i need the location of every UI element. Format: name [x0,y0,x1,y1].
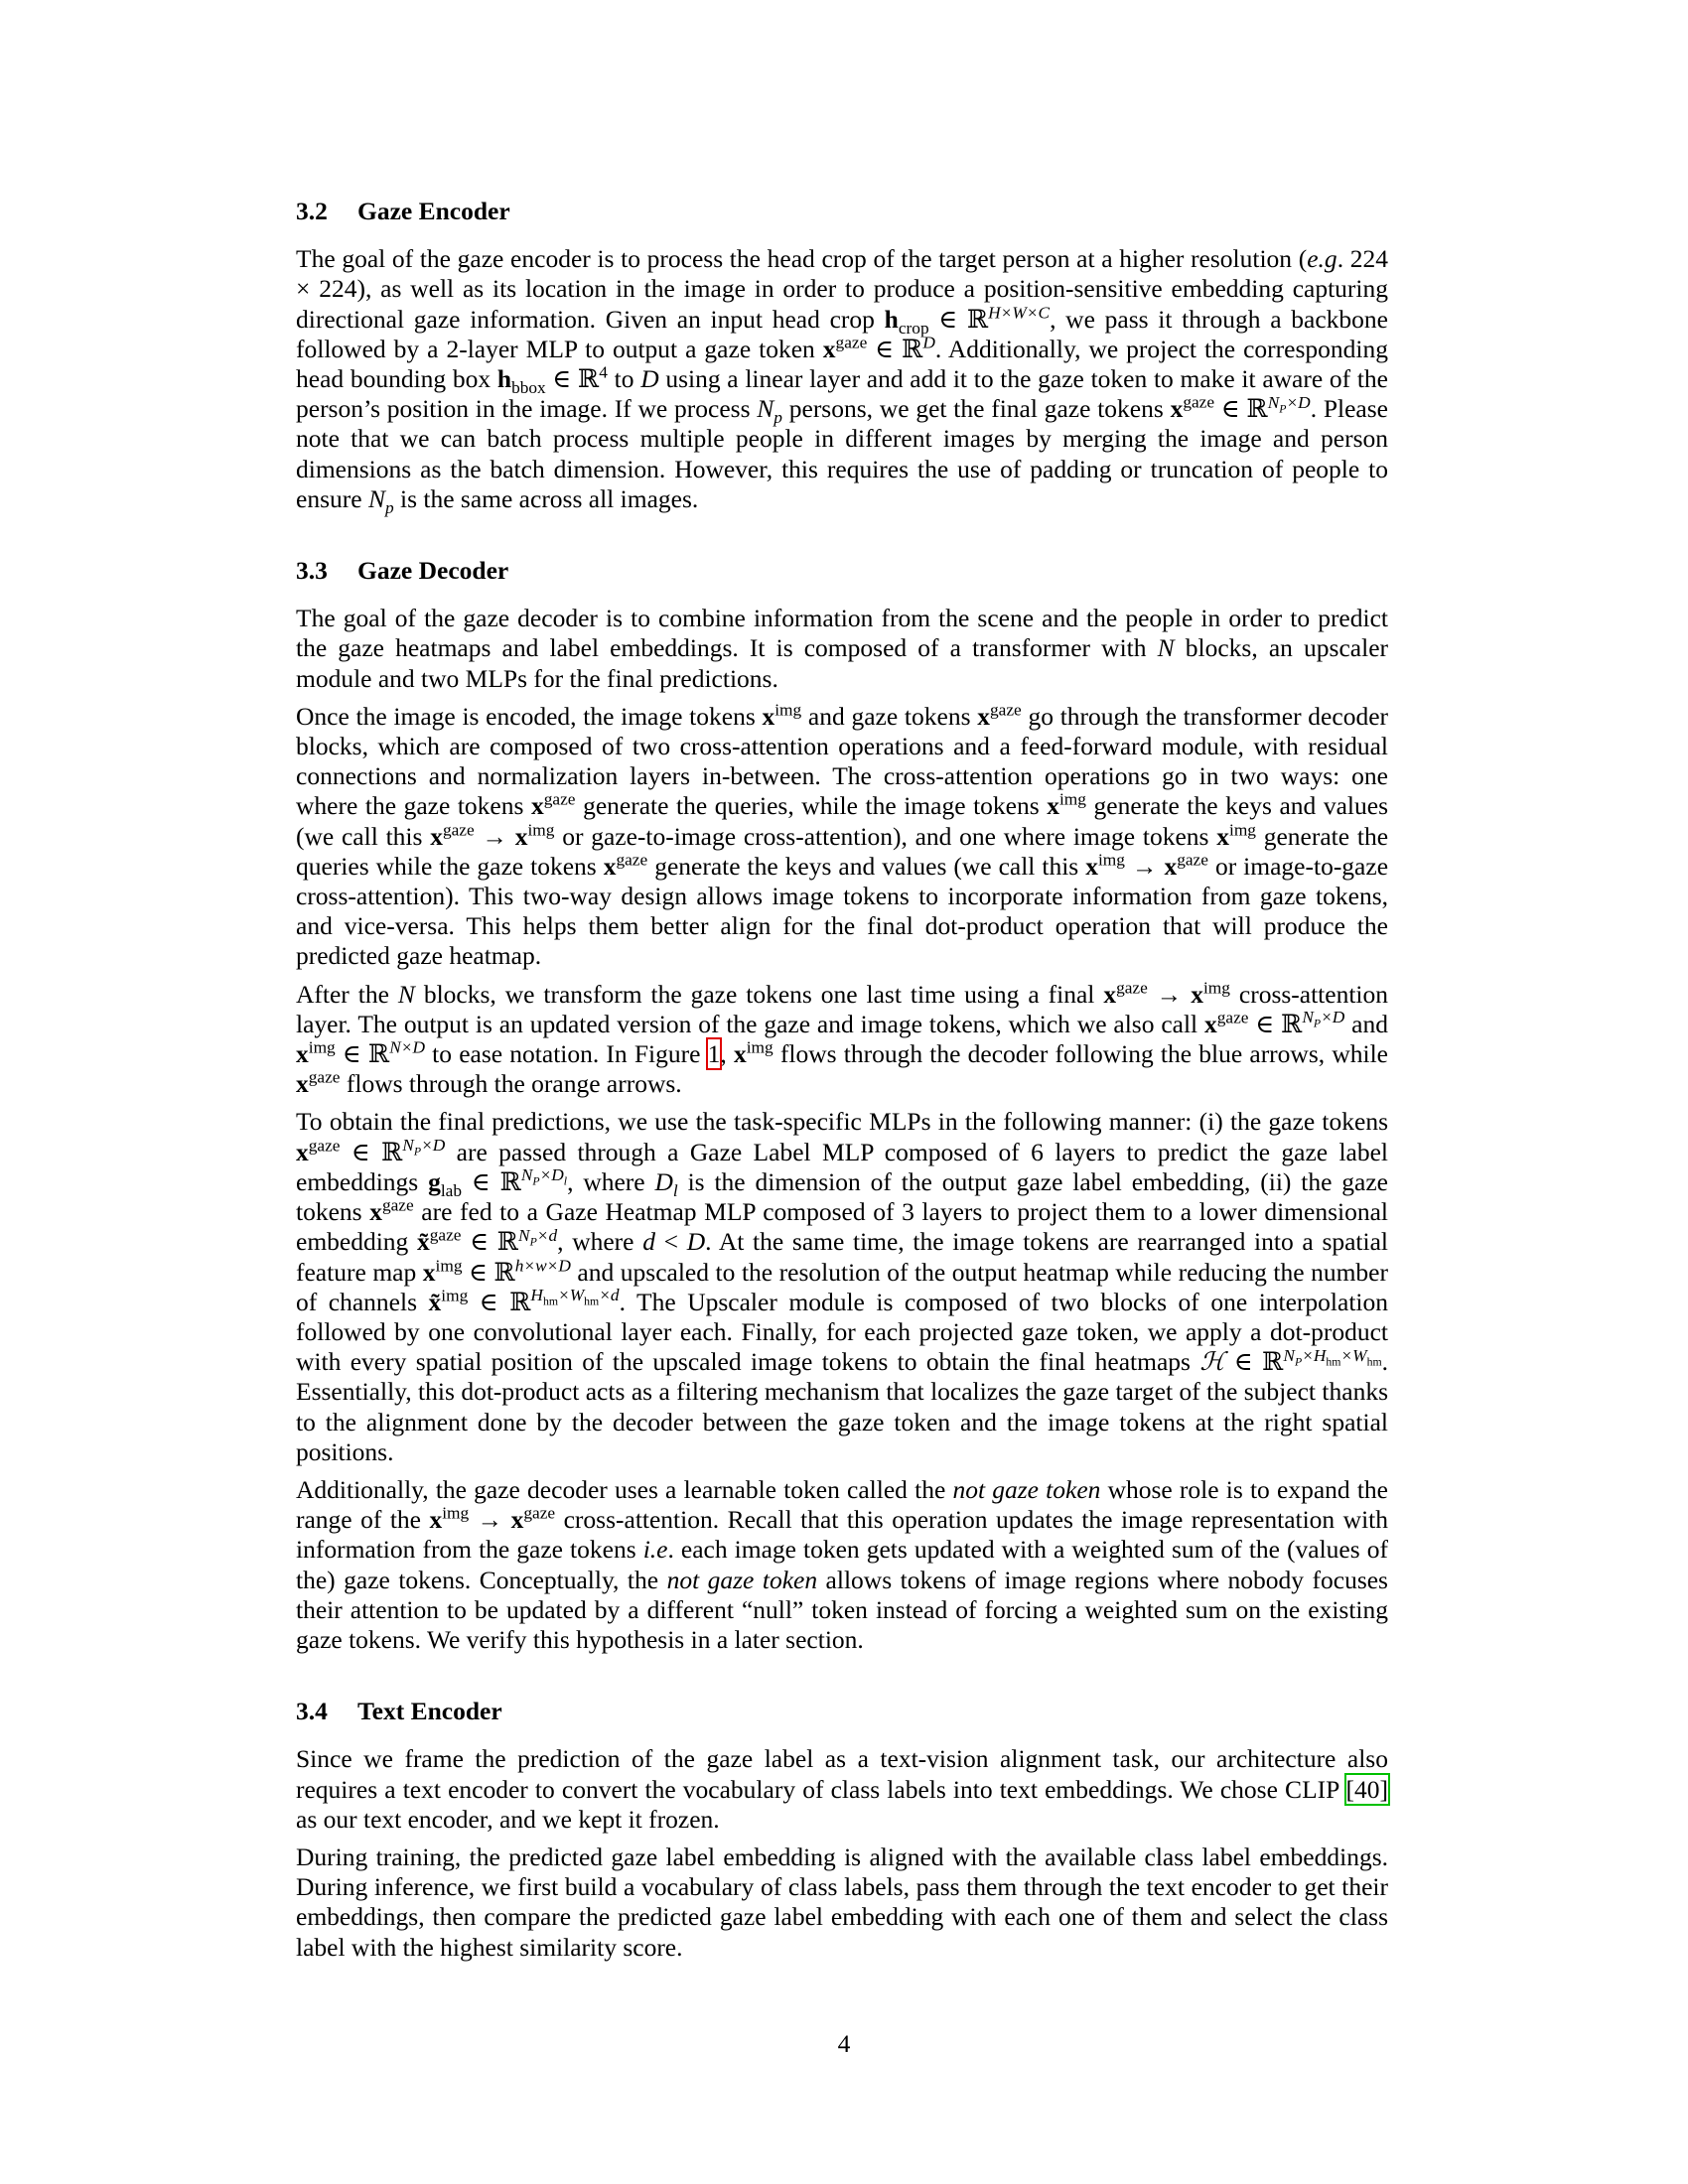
paragraph: After the N blocks, we transform the gaze tokens one last time using a final $x^{gaze} \to x^{img}$ cross-attention layer. The output is an updated version of the gaze and image tokens, which we also call $x^{gaze}$ ∈ ℝ$^{N_P\times D}$ and $x^{img}$ ∈ ℝ$^{N\times D}$ to ease notation. In Figure 1, $x^{img}$ flows through the decoder following the blue arrows, while $x^{gaze}$ flows through the orange arrows. [296,978,1389,1099]
paragraph: During training, the predicted gaze label embedding is aligned with the available class label embeddings. During inference, we first build a vocabulary of class labels, pass them through the text encoder to get their embeddings, then compare the predicted gaze label embedding with each one of them and select the class label with the highest similarity score. [296,1842,1388,1962]
paragraph: To obtain the final predictions, we use the task-specific MLPs in the following manner: (i) the gaze tokens $x^{gaze}$ ∈ ℝ$^{N_P\times D}$ are passed through a Gaze Label MLP composed of 6 layers to predict the gaze label embeddings $g_{lab}$ ∈ ℝ$^{N_P\times D_l}$, where $D_l$ is the dimension of the output gaze label embedding, (ii) the gaze tokens $x^{gaze}$ are fed to a Gaze Heatmap MLP composed of 3 layers to project them to a lower dimensional embedding x̃$^{gaze}$ ∈ ℝ$^{N_P\times d}$, where d < D. At the same time, the image tokens are rearranged into a spatial feature map $x^{img}$ ∈ ℝ$^{h\times w\times D}$ and upscaled to the resolution of the output heatmap while reducing the number of channels x̃$^{img}$ ∈ ℝ$^{H_{hm}\times W_{hm}\times d}$. The Upscaler module is composed of two blocks of one interpolation followed by one convolutional layer each. Finally, for each projected gaze token, we apply a dot-product with every spatial position of the upscaled image tokens to obtain the final heatmaps ℋ ∈ ℝ$^{N_P\times H_{hm}\times W_{hm}}$. Essentially, this dot-product acts as a filtering mechanism that localizes the gaze target of the subject thanks to the alignment done by the decoder between the gaze token and the image tokens at the right spatial positions. [296,1107,1389,1466]
figure-link[interactable]: 1 [707,1039,721,1069]
page-number: 4 [837,2029,851,2058]
paragraph: The goal of the gaze encoder is to process the head crop of the target person at a higher resolution (e.g. 224 × 224), as well as its location in the image in order to produce a position-sensitive embedding capturing directional gaze information. Given an input head crop $h_{crop}$ ∈ ℝ$^{H\times W\times C}$, we pass it through a backbone followed by a 2-layer MLP to output a gaze token $x^{gaze}$ ∈ ℝ$^D$. Additionally, we project the corresponding head bounding box $h_{bbox}$ ∈ ℝ$^4$ to D using a linear layer and add it to the gaze token to make it aware of the person’s position in the image. If we process $N_p$ persons, we get the final gaze tokens $x^{gaze}$ ∈ ℝ$^{N_P\times D}$. Please note that we can batch process multiple people in different images by merging the image and person dimensions as the batch dimension. However, this requires the use of padding or truncation of people to ensure $N_p$ is the same across all images. [296,244,1389,517]
citation-link[interactable]: [40] [1345,1774,1388,1804]
section-text-encoder [296,1697,1388,1963]
section-gaze-decoder [296,556,1388,1655]
paragraph: Since we frame the prediction of the gaze label as a text-vision alignment task, our architecture also requires a text encoder to convert the vocabulary of class labels into text embeddings. We chose CLIP [40] as our text encoder, and we kept it frozen. [296,1744,1388,1834]
section-heading: 3.4 Text Encoder [296,1697,502,1726]
section-gaze-encoder [296,197,1389,517]
section-heading: 3.2 Gaze Encoder [296,197,510,225]
paper-page [296,197,1388,2004]
paragraph: The goal of the gaze decoder is to combine information from the scene and the people in order to predict the gaze heatmaps and label embeddings. It is composed of a transformer with N blocks, an upscaler module and two MLPs for the final predictions. [296,604,1388,693]
paragraph: Additionally, the gaze decoder uses a learnable token called the not gaze token whose role is to expand the range of the $x^{img} \to x^{gaze}$ cross-attention. Recall that this operation updates the image representation with information from the gaze tokens i.e. each image token gets updated with a weighted sum of the (values of the) gaze tokens. Conceptually, the not gaze token allows tokens of image regions where nobody focuses their attention to be updated by a different “null” token instead of forcing a weighted sum on the existing gaze tokens. We verify this hypothesis in a later section. [296,1474,1388,1654]
paragraph: Once the image is encoded, the image tokens $x^{img}$ and gaze tokens $x^{gaze}$ go through the transformer decoder blocks, which are composed of two cross-attention operations and a feed-forward module, with residual connections and normalization layers in-between. The cross-attention operations go in two ways: one where the gaze tokens $x^{gaze}$ generate the queries, while the image tokens $x^{img}$ generate the keys and values (we call this $x^{gaze} \to x^{img}$ or gaze-to-image cross-attention), and one where image tokens $x^{img}$ generate the queries while the gaze tokens $x^{gaze}$ generate the keys and values (we call this $x^{img} \to x^{gaze}$ or image-to-gaze cross-attention). This two-way design allows image tokens to incorporate information from gaze tokens, and vice-versa. This helps them better align for the final dot-product operation that will produce the predicted gaze heatmap. [296,700,1389,971]
section-heading: 3.3 Gaze Decoder [296,556,509,586]
